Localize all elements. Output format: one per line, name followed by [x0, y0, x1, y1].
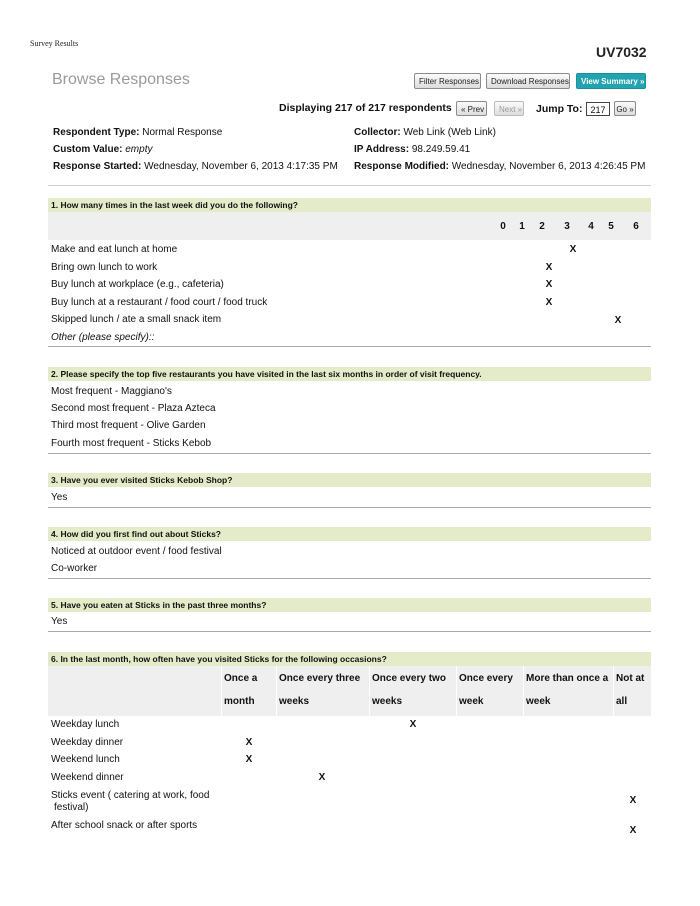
response-started-label: Response Started: [53, 161, 142, 172]
q6-col-header: Once a [224, 673, 258, 684]
q2-answer: Second most frequent - Plaza Azteca [51, 403, 216, 414]
response-modified-label: Response Modified: [354, 161, 450, 172]
jump-to-input[interactable]: 217 [586, 102, 610, 116]
q4-answer: Co-worker [51, 563, 98, 574]
info-divider [48, 185, 651, 186]
q6-row-answer: X [629, 795, 637, 806]
q4-divider [48, 578, 651, 579]
respondent-type-label: Respondent Type: [53, 127, 140, 138]
q6-row-answer: X [629, 825, 637, 836]
q6-row-answer: X [245, 754, 253, 765]
q1-col-1: 1 [519, 221, 525, 232]
q1-row-answer: X [569, 244, 577, 255]
question-6-title: 6. In the last month, how often have you visited Sticks for the following occasions? [48, 652, 651, 666]
q1-col-3: 3 [564, 221, 570, 232]
jump-to-label: Jump To: [536, 103, 583, 115]
q6-col-header: weeks [372, 696, 403, 707]
view-summary-button[interactable]: View Summary » [576, 73, 646, 89]
q1-row-label: Skipped lunch / ate a small snack item [51, 314, 222, 325]
q6-row-label: Weekday lunch [51, 719, 120, 730]
custom-value-label: Custom Value: [53, 144, 123, 155]
q1-row-label: Make and eat lunch at home [51, 244, 178, 255]
q1-col-6: 6 [633, 221, 639, 232]
ip-address-value: 98.249.59.41 [411, 144, 471, 155]
q6-col-header: Not at [616, 673, 645, 684]
question-2-title: 2. Please specify the top five restaurants you have visited in the last six months in order of visit frequency. [48, 367, 651, 381]
q1-row-label: Bring own lunch to work [51, 262, 158, 273]
prev-button[interactable]: « Prev [456, 101, 487, 116]
collector [354, 127, 496, 138]
q1-divider [48, 346, 651, 347]
q1-row-answer: X [545, 279, 553, 290]
ip-address-label: IP Address: [354, 144, 410, 155]
respondent-type-value: Normal Response [142, 127, 223, 138]
filter-responses-button[interactable]: Filter Responses [414, 73, 481, 89]
response-modified-value: Wednesday, November 6, 2013 4:26:45 PM [451, 161, 646, 172]
ip-address [354, 144, 470, 155]
custom-value-value: empty [125, 144, 153, 155]
q6-row-label: Weekday dinner [51, 737, 124, 748]
collector-label: Collector: [354, 127, 401, 138]
q2-answer: Most frequent - Maggiano's [51, 386, 172, 397]
q6-col-header: Once every three [279, 673, 361, 684]
question-5-title: 5. Have you eaten at Sticks in the past three months? [48, 598, 651, 612]
q6-col-header: week [526, 696, 551, 707]
q6-row-label: Weekend lunch [51, 754, 120, 765]
doc-label: Survey Results [30, 39, 79, 48]
q1-row-answer: X [545, 262, 553, 273]
custom-value [53, 144, 152, 155]
q1-col-5: 5 [608, 221, 614, 232]
q4-answer: Noticed at outdoor event / food festival [51, 546, 222, 557]
q6-col-header: month [224, 696, 255, 707]
response-modified [354, 161, 645, 172]
q1-col-2: 2 [539, 221, 545, 232]
q6-col-header: Once every [459, 673, 513, 684]
next-button[interactable]: Next » [494, 101, 524, 116]
q1-col-4: 4 [588, 221, 594, 232]
q6-row-label: Weekend dinner [51, 772, 124, 783]
q6-col-header: Once every two [372, 673, 446, 684]
q1-row-answer: X [614, 315, 622, 326]
q2-answer: Third most frequent - Olive Garden [51, 420, 206, 431]
q6-row-label: After school snack or after sports [51, 820, 198, 831]
q6-row-label: Sticks event ( catering at work, food [51, 790, 210, 801]
q5-divider [48, 631, 651, 632]
question-4-title: 4. How did you first find out about Sticks? [48, 527, 651, 541]
q5-answer: Yes [51, 616, 68, 627]
q3-divider [48, 507, 651, 508]
displaying-count: Displaying 217 of 217 respondents [279, 102, 452, 114]
q1-other-label: Other (please specify):: [51, 332, 155, 343]
response-started-value: Wednesday, November 6, 2013 4:17:35 PM [144, 161, 338, 172]
q6-row-answer: X [245, 737, 253, 748]
q6-row-label-cont: festival) [54, 802, 89, 813]
q1-row-label: Buy lunch at workplace (e.g., cafeteria) [51, 279, 224, 290]
q2-answer: Fourth most frequent - Sticks Kebob [51, 438, 212, 449]
q1-row-label: Buy lunch at a restaurant / food court / food truck [51, 297, 268, 308]
question-1-title: 1. How many times in the last week did you do the following? [48, 198, 651, 212]
question-3-title: 3. Have you ever visited Sticks Kebob Shop? [48, 473, 651, 487]
doc-id: UV7032 [596, 44, 647, 60]
q6-col-header: all [616, 696, 628, 707]
collector-value: Web Link (Web Link) [403, 127, 496, 138]
q1-row-answer: X [545, 297, 553, 308]
q6-col-header: week [459, 696, 484, 707]
page-title: Browse Responses [52, 71, 190, 88]
respondent-type [53, 127, 222, 138]
go-button[interactable]: Go » [614, 101, 636, 116]
q6-row-answer: X [318, 772, 326, 783]
q1-col-0: 0 [500, 221, 506, 232]
response-started [53, 161, 338, 172]
q2-divider [48, 453, 651, 454]
download-responses-button[interactable]: Download Responses [486, 73, 570, 89]
q6-col-header: More than once a [526, 673, 609, 684]
q6-col-header: weeks [279, 696, 310, 707]
q6-row-answer: X [409, 719, 417, 730]
q3-answer: Yes [51, 492, 68, 503]
